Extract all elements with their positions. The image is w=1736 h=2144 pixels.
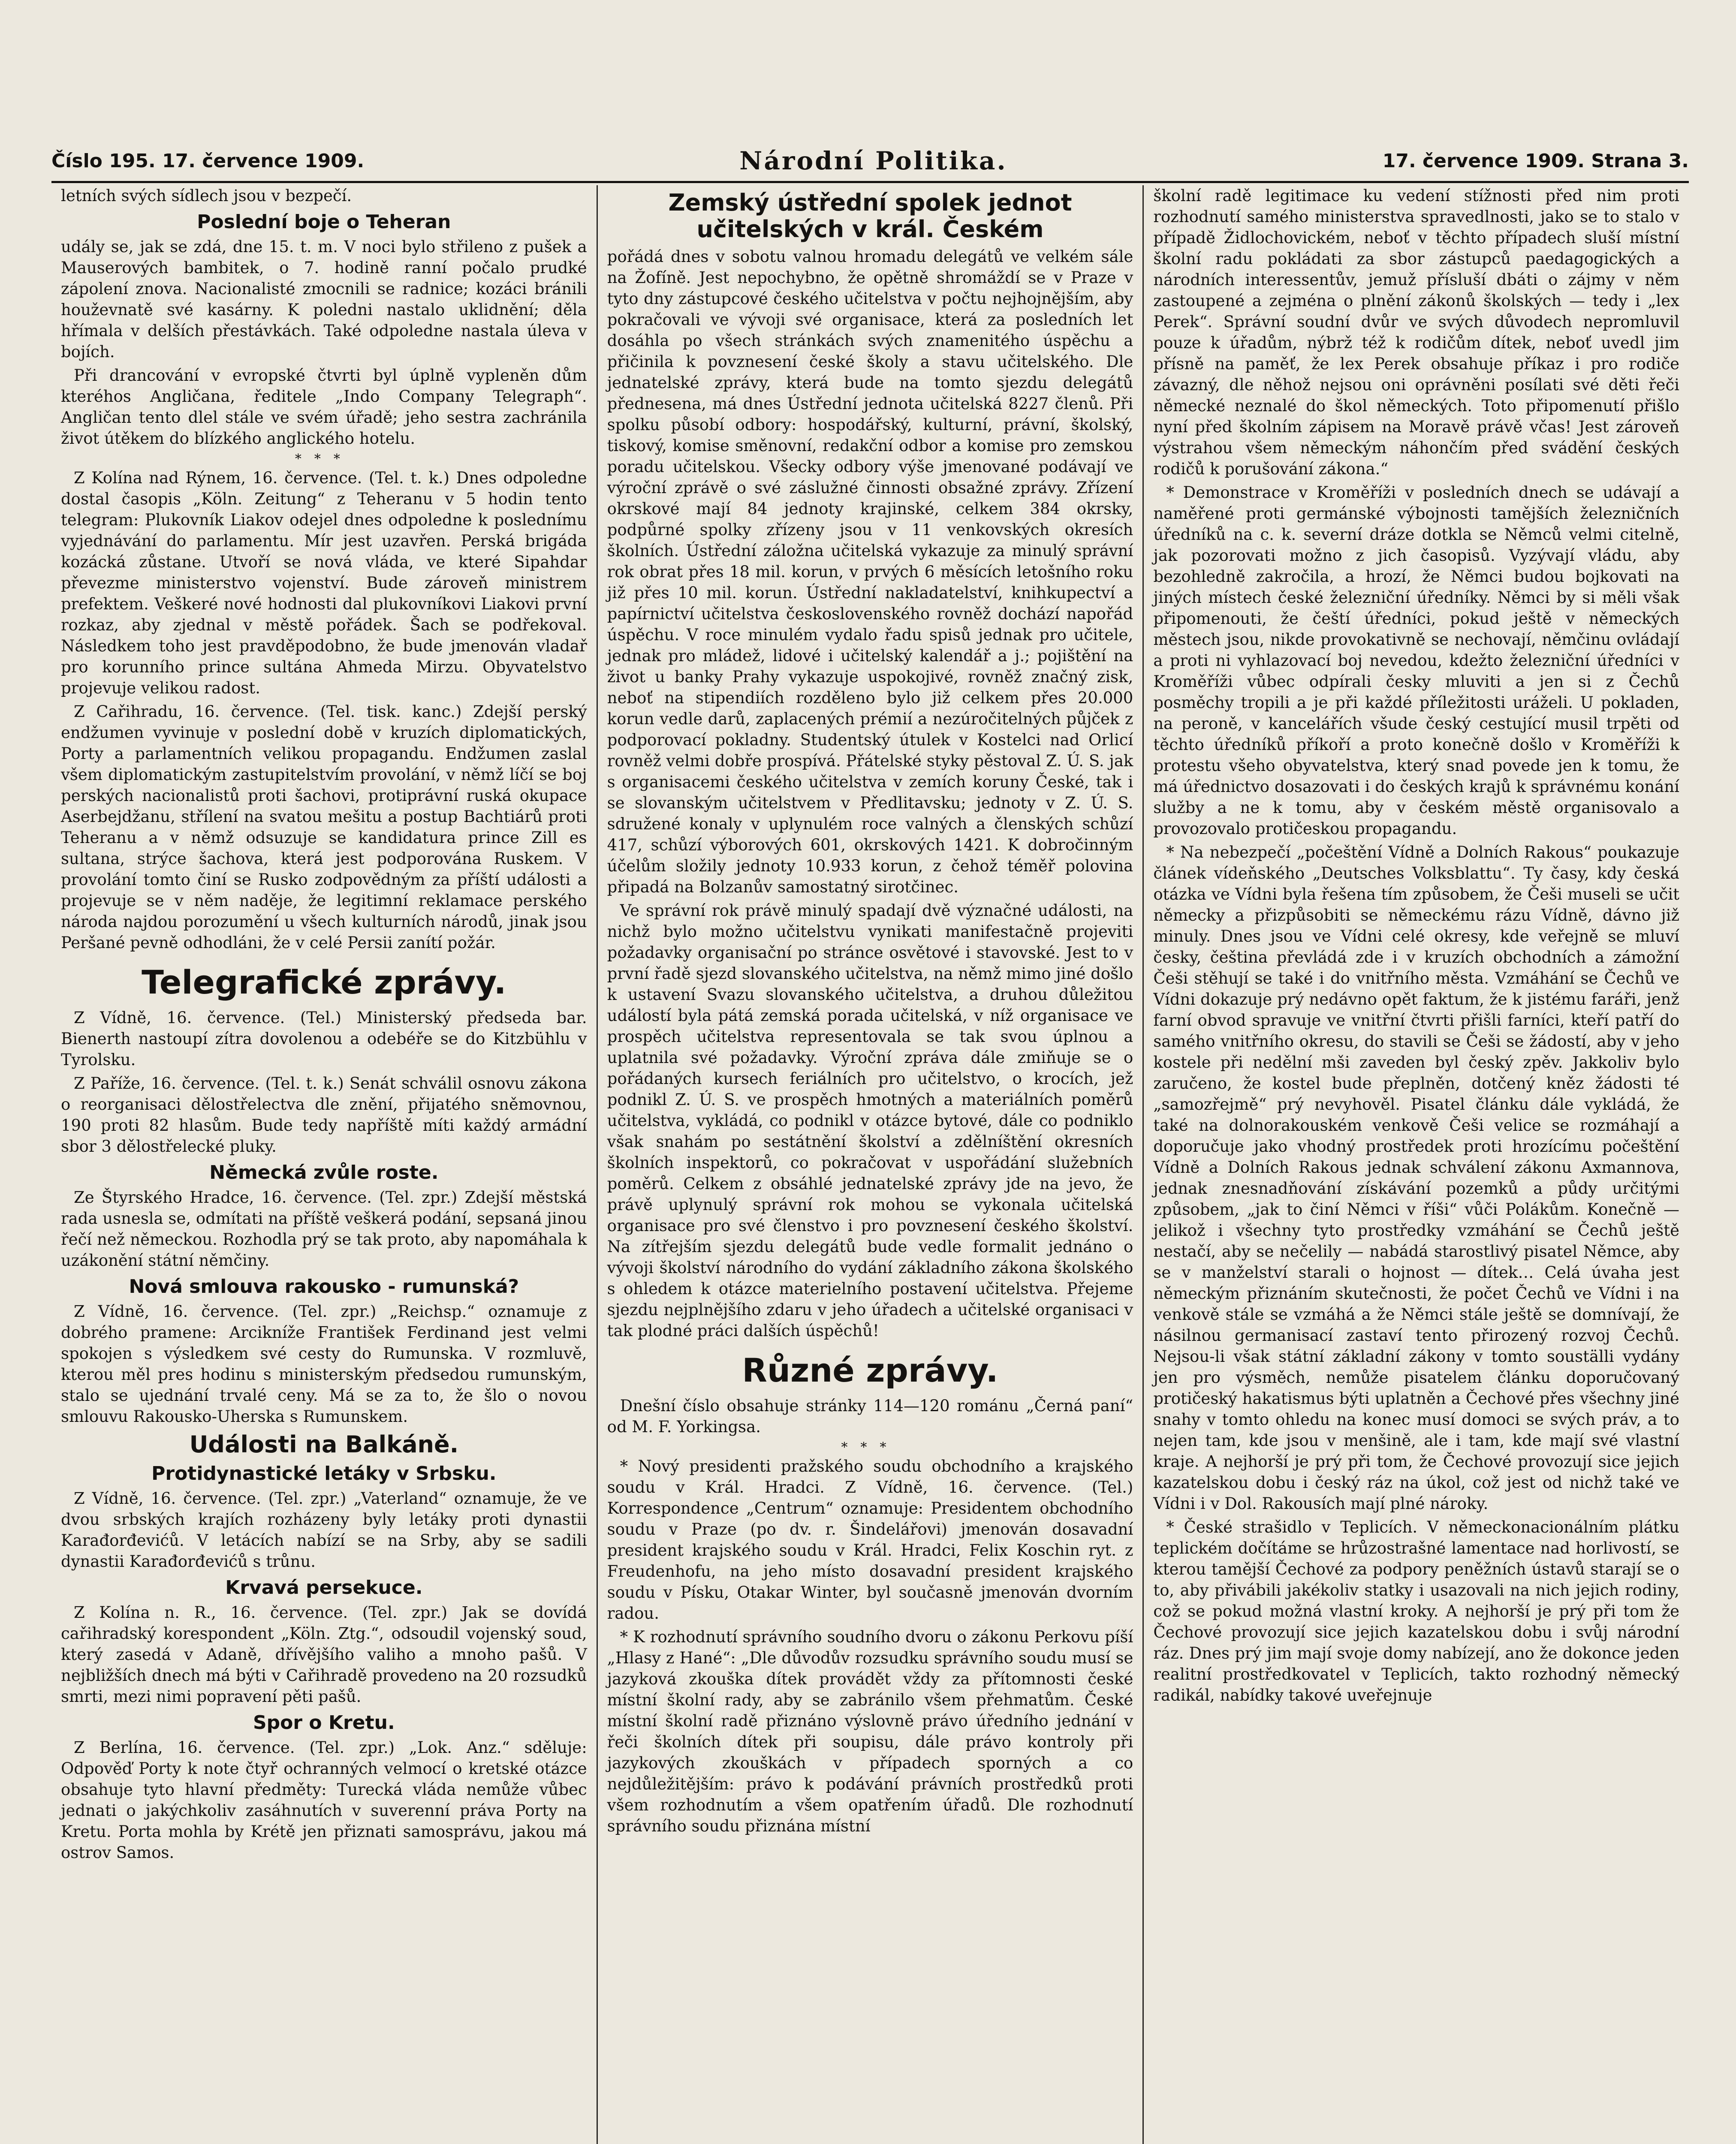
column-3 [1142,185,1689,2144]
article-text: školní radě legitimace ku vedení stížnosti před nim proti rozhodnutí samého ministerstva spravedlnosti, jako se to stalo v případě Židlochovickém, neboť v těchto případech sluší místní školní radu pokládati za sbor zástupců paedagogických a národních interessentův, jemuž přísluší dbáti o zájmy v něm zastoupené a zejména o plnění zákonů školských — tedy i „lex Perek“. Správní soudní dvůr ve svých důvodech nepromluvil pouze k úřadům, nýbrž též k rodičům dítek, neboť uvedl jim přísně na paměť, že lex Perek obsahuje příkaz i pro rodiče závazný, dle něhož nejsou oni oprávněni posílati své děti řeči německé neznalé do škol německých. Toto připomenutí přišlo nyní před školním zápisem na Moravě právě včas! Jest zároveň výstrahou všem německým náhončím před svádění českých rodičů k porušování zákona.“ [1153,187,1680,478]
article-text: Ve správní rok právě minulý spadají dvě význačné události, na nichž bylo možno učitelstvu vynikati manifestačně projeviti požadavky organisační po stránce osvětové i stavovské. Jest to v první řadě sjezd slovanského učitelstva, na němž mimo jiné došlo k ustavení Svazu slovanského učitelstva, a druhou důležitou událostí byla pátá zemská porada učitelská, v níž organisace ve prospěch učitelstva representovala se tak svou úplnou a uplatnila své požadavky. Výroční zpráva dále zmiňuje se o pořádaných kursech feriálních pro učitelstvo, o krocích, jež podnikl Z. Ú. S. ve prospěch hmotných a materiálních poměrů učitelstva, vykládá, co podnikl v otázce bytové, dále co podniklo však snahám po sestátnění školství a zdělníštění okresních školních inspektorů, co pokračovat v uspořádání služebních poměrů. Celkem z obsáhlé jednatelské zprávy jde na jevo, že právě uplynulý správní rok mohou se vykonala učitelská organisace pro své členstvo i pro povznesení českého školství. Na zítřejším sjezdu delegátů bude vedle formalit jednáno o vývoji školství národního do vydání základního zákona školského s ohledem k otázce materielního postavení učitelstva. Přejeme sjezdu nejplnějšího zdaru v jeho úřadech a učitelské organisaci v tak plodné práci dalších úspěchů! [607,901,1133,1340]
article-text: Z Vídně, 16. července. (Tel.) Ministerský předseda bar. Bienerth nastoupí zítra dovolenou a odebéře se do Kitzbühlu v Tyrolsku. [61,1009,587,1069]
masthead-issue: Číslo 195. 17. července 1909. [51,150,365,172]
column-1 [51,185,597,2144]
article-text: Z Cařihradu, 16. července. (Tel. tisk. kanc.) Zdejší perský endžumen vyvinuje v poslední době v kruzích diplomatických, Porty a parlamentních velikou propagandu. Endžumen zaslal všem diplomatickým zastupitelstvím provolání, v němž líčí se boj perských nacionalistů proti šachovi, protiprávní ruská okupace Aserbejdžanu, střílení na svatou mešitu a postup Bachtiárů proti Teheranu a v němž odsuzuje se kandidatura prince Zill es sultana, strýce šachova, která jest podporována Ruskem. V provolání tomto činí se Rusko zodpovědným za příští události a projevuje se v něm naděje, že legitimní reklamace perského národa najdou porozumění u všech kulturních národů, jinak jsou Peršané pevně odhodláni, že v celé Persii zanítí požár. [61,702,587,952]
article-text: Z Paříže, 16. července. (Tel. t. k.) Senát schválil osnovu zákona o reorganisaci dělostřelectva dle znění, přijatého sněmovnou, 190 proti 82 hlasům. Bude tedy napříště míti každý armádní sbor 3 dělostřelecké pluky. [61,1074,587,1156]
masthead-title: Národní Politika. [739,146,1007,175]
article-text: udály se, jak se zdá, dne 15. t. m. V noci bylo střileno z pušek a Mauserových bambitek, o 7. hodině ranní počalo prudké zápolení znova. Nacionalisté zmocnili se radnice; kozáci bránili houževnatě své kasárny. K poledni nastalo uklidnění; děla hřímala v delších přestávkách. Také odpoledne nastala úleva v bojích. [61,238,587,361]
section-heading: Události na Balkáně. [189,1431,459,1458]
article-text: Z Vídně, 16. července. (Tel. zpr.) „Reichsp.“ oznamuje z dobrého pramene: Arcikníže František Ferdinand jest velmi spokojen s výsledkem své cesty do Rumunska. V rozmluvě, kterou měl pres hodinu s ministerským předsedou rumunským, stalo se ujednání trvalé ceny. Má se za to, že šlo o novou smlouvu Rakousko-Uherska s Rumunskem. [61,1302,587,1426]
separator-stars: *** [295,452,353,467]
article-text: pořádá dnes v sobotu valnou hromadu delegátů ve velkém sále na Žofíně. Jest nepochybno, že opětně shromáždí se v Praze v tyto dny zástupcové českého učitelstva v počtu nejhojnějším, aby pokračovali ve vývoji své organisace, která za posledních let dosáhla po všech stránkách svých znamenitého úspěchu a přičinila k povznesení české školy a stavu učitelského. Dle jednatelské zprávy, která bude na tomto sjezdu delegátů přednesena, má dnes Ústřední jednota učitelská 8227 členů. Při spolku působí odbory: hospodářský, kulturní, právní, školský, tiskový, komise směnovní, redakční odbor a komise pro zemskou poradu učitelskou. Všecky odbory výše jmenované podávají ve výroční zprávě o své záslužné činnosti obsažné zprávy. Zřízení okrskové mají 84 jednoty krajinské, celkem 384 okrsky, podpůrné spolky zřízeny jsou v 11 venkovských okresích školních. Ústřední záložna učitelská vykazuje za minulý správní rok obrat přes 18 mil. korun, v prvých 6 měsících letošního roku již přes 10 mil. korun. Ústřední nakladatelství, knihkupectví a papírnictví učitelstva československého rovněž dochází napořád úspěchu. V roce minulém vydalo řadu spisů jednak pro učitele, jednak pro mládež, lidové i učitelský kalendář a j.; pojištění na život u banky Prahy vykazuje uspokojivé, rovněž značný zisk, neboť na stipendiích rozděleno bylo již celkem přes 20.000 korun vedle darů, zaplacených prémií a nezúročitelných půjček z podporovací pokladny. Studentský útulek v Kostelci nad Orlicí rovněž velmi dobře prospívá. Přátelské styky pěstoval Z. Ú. S. jak s organisacemi českého učitelstva v zemích koruny České, tak i se slovanským učitelstvem v Předlitavsku; jednoty v Z. Ú. S. sdružené konaly v uplynulém roce valných a členských schůzí 417, schůzí výborových 601, okrskových 1421. K dobročinným účelům složily jednoty 10.933 korun, z čehož téměř polovina připadá na Bolzanův samostatný sirotčinec. [607,247,1133,896]
article-text: * Demonstrace v Kroměříži v posledních dnech se udávají a naměřené proti germánské výbojnosti tamějších železničních úředníků na c. k. severní dráze dotkla se Němců velmi citelně, jak pozorovati možno z jich časopisů. Vyzývají vládu, aby bezohledně zakročila, a hrozí, že Němci budou bojkovati na jiných místech české železniční úředníky. Němci by si měli však připomenouti, že čeští úředníci, pokud ještě v německých městech jsou, nikde provokativně se nechovají, němčinu ovládají a proti ni vyhlazovací boj nevedou, kdežto železniční úředníci v Kroměříži vůbec odpírali česky mluviti a jen si z Čechů posměchy tropili a je při každé příležitosti uráželi. U pokladen, na peroně, v kancelářích všude český cestující musil trpěti od těchto úředníků příkoří a proto konečně došlo v Kroměříži k protestu všeho obyvatelstva, který snad povede jen k tomu, že má úřednictvo dosazovati i do českých krajů k správnému konání služby a ne k tomu, aby v českém městě organisovalo a provozovalo protičeskou propagandu. [1153,483,1680,838]
section-heading: Telegrafické zprávy. [142,963,506,1001]
headline: Krvavá persekuce. [225,1577,423,1599]
columns [51,185,1689,2144]
article-text: * Nový presidenti pražského soudu obchodního a krajského soudu v Král. Hradci. Z Vídně, 16. července. (Tel.) Korrespondence „Centrum“ oznamuje: Presidentem obchodního soudu v Praze (po dv. r. Šindelářovi) jmenován dosavadní president krajského soudu v Král. Hradci, Felix Koschin ryt. z Freudenhofu, na jeho místo dosavadní president krajského soudu v Písku, Otakar Winter, byl současně jmenován dvorním radou. [607,1457,1133,1623]
masthead [51,142,1689,180]
headline: Protidynastické letáky v Srbsku. [151,1463,497,1485]
separator-stars: *** [841,1440,899,1455]
article-text: Dnešní číslo obsahuje stránky 114—120 románu „Černá paní“ od M. F. Yorkingsa. [607,1397,1133,1436]
article-text: * Na nebezpečí „počeštění Vídně a Dolních Rakous“ poukazuje článek vídeňského „Deutsches Volksblattu“. Ty časy, kdy česká otázka ve Vídni byla řešena tím způsobem, že Češi museli se učit německy a přizpůsobiti se německému rázu Vídně, dávno již minuly. Dnes jsou ve Vídni celé okresy, kde veřejně se mluví česky, čeština převládá zde i v kruzích obchodních a zámožní Češi stěhují se také i do vnitřního města. Vzmáhání se Čechů ve Vídni dokazuje prý nedávno opět faktum, že k jistému faráři, jenž farní obvod spravuje ve vnitřní čtvrti přišli farníci, kteří patří do samého vnitřního okresu, do stavili se Češi se žádostí, aby v jeho kostele při nedělní mši zaveden byl český zpěv. Jakkoliv bylo zaručeno, že kostel bude přeplněn, dotčený kněz žádosti té „samozřejmě“ prý nevyhověl. Pisatel článku dále vykládá, že také na dolnorakouském venkově Češi velice se rozmáhají a doporučuje jako vhodný prostředek proti hrozícímu počeštění Vídně a Dolních Rakous jednak schválení zákonu Axmannova, jednak znesnadňování získávání pozemků a půdy určitými způsobem, „jak to činí Němci v říši“ vůči Polákům. Konečně — jelikož i všechny tyto prostředky vzmáhání se Čechů ještě nestačí, aby se nečelily — nabádá starostlivý pisatel Němce, aby se v manželství starali o hojnost — dítek… Celá úvaha jest německým přiznáním skutečnosti, že počet Čechů ve Vídni i na venkově stále se vzmáhá a že Němci stále ještě se domnívají, že násilnou germanisací zastaví tento přirozený rozvoj Čechů. Nejsou-li však státní základní zákony v tomto souställi vydány jen pro výsměch, nemůže pisatelem článku doporučovaný protičeský hakatismus býti uplatněn a Čechové přes všechny jiné snahy v tomto ohledu na konec musí domoci se svých práv, a to nejen tam, kde jsou v menšině, ale i tam, kde mají své vlastní kraje. A nejhorší je prý při tom, že Čechové provozují sice jejich kazatelskou dobu i český ráz na úkol, což jest od nichž také ve Vídni i v Dol. Rakousích mají plné nároky. [1153,843,1680,1513]
article-text: * České strašidlo v Teplicích. V německonacionálním plátku teplickém dočítáme se hrůzostrašné lamentace nad horlivostí, se kterou tamější Čechové za podpory peněžních ústavů starají se o to, aby přivábili jakékoliv statky i usazovali na nich jejich rodiny, což se pokud možná vlastní kroky. A nejhorší je prý při tom že Čechové provozují sice jejich kazatelskou dobu i svůj národní ráz. Dnes prý jim mají svoje domy nabízejí, ano že dokonce jeden realitní prostředkovatel v Teplicích, takto rozhodný německý radikál, nabídky takové uveřejnuje [1153,1518,1680,1704]
section-heading: Různé zprávy. [742,1351,998,1389]
article-text: Z Berlína, 16. července. (Tel. zpr.) „Lok. Anz.“ sděluje: Odpověď Porty k note čtyř ochranných velmocí o kretské otázce obsahuje tyto hlavní předměty: Turecká vláda nemůže vůbec jednati o jakýchkoliv zasáhnutích v suverenní práva Porty na Kretu. Porta mohla by Krétě jen přiznati samosprávu, jakou má ostrov Samos. [61,1738,587,1862]
article-text: Ze Štyrského Hradce, 16. července. (Tel. zpr.) Zdejší městská rada usnesla se, odmítati na příště veškerá podání, sepsaná jinou řečí než německou. Rozhodla prý se tak proto, aby napomáhala k uzákonění státní němčiny. [61,1188,587,1270]
article-text: letních svých sídlech jsou v bezpečí. [61,187,352,205]
article-text: Z Kolína nad Rýnem, 16. července. (Tel. t. k.) Dnes odpoledne dostal časopis „Köln. Zeitung“ z Teheranu v 5 hodin tento telegram: Plukovník Liakov odejel dnes odpoledne k poslednímu vyjednávání do parlamentu. Mír jest uzavřen. Perská brigáda kozácká zůstane. Utvoří se nová vláda, ve které Sipahdar převezme ministerstvo vojenství. Bude zároveň ministrem prefektem. Veškeré nové hodnosti dal plukovníkovi Liakovi první rozkaz, aby zjednal v městě pořádek. Šach se podřekoval. Následkem toho jest pravděpodobno, že bude jmenován vladař pro korunního prince sultána Ahmeda Mirzu. Obyvatelstvo projevuje velikou radost. [61,469,587,697]
headline: Německá zvůle roste. [209,1162,439,1183]
headline: Poslední boje o Teheran [197,211,451,233]
article-text: Při drancování v evropské čtvrti byl úplně vypleněn dům kteréhos Angličana, ředitele „Indo Company Telegraph“. Angličan tento dlel stále ve svém úřadě; jeho sestra zachránila život útěkem do blízkého anglického hotelu. [61,366,587,448]
headline: Spor o Kretu. [253,1712,395,1734]
section-heading: Zemský ústřední spolek jednot učitelských v král. Českém [668,189,1072,243]
headline: Nová smlouva rakousko - rumunská? [129,1276,519,1298]
article-text: Z Vídně, 16. července. (Tel. zpr.) „Vaterland“ oznamuje, že ve dvou srbských krajích rozházeny byly letáky proti dynastii Karađorđevićů. V letácích nabízí se na Srby, aby se sadili dynastii Karađorđevićů s trůnu. [61,1489,587,1571]
masthead-page: 17. července 1909. Strana 3. [1382,150,1689,172]
masthead-rule [51,181,1689,183]
column-2 [597,185,1143,2144]
article-text: Z Kolína n. R., 16. července. (Tel. zpr.) Jak se dovídá cařihradský korespondent „Köln. Ztg.“, odsoudil vojenský soud, který zasedá v Adaně, dřívějšího valiho a mnoho pašů. V nejbližších dnech má býti v Cařihradě provedeno na 20 rozsudků smrti, mezi nimi popravení pěti pašů. [61,1603,587,1706]
article-text: * K rozhodnutí správního soudního dvoru o zákonu Perkovu píší „Hlasy z Hané“: „Dle důvodův rozsudku správního soudu musí se jazyková zkouška dítek provádět vždy za přítomnosti české místní školní rady, aby se zabránilo všem přehmatům. České místní školní radě přiznáno výslovně právo úředního jednání v řeči školních dítek při soupisu, dále právo kontroly při jazykových zkouškách v případech sporných a co nejdůležitějším: právo k podávání právních prostředků proti všem rozhodnutím a všem opatřením úřadů. Dle rozhodnutí správního soudu přiznána místní [607,1628,1133,1835]
